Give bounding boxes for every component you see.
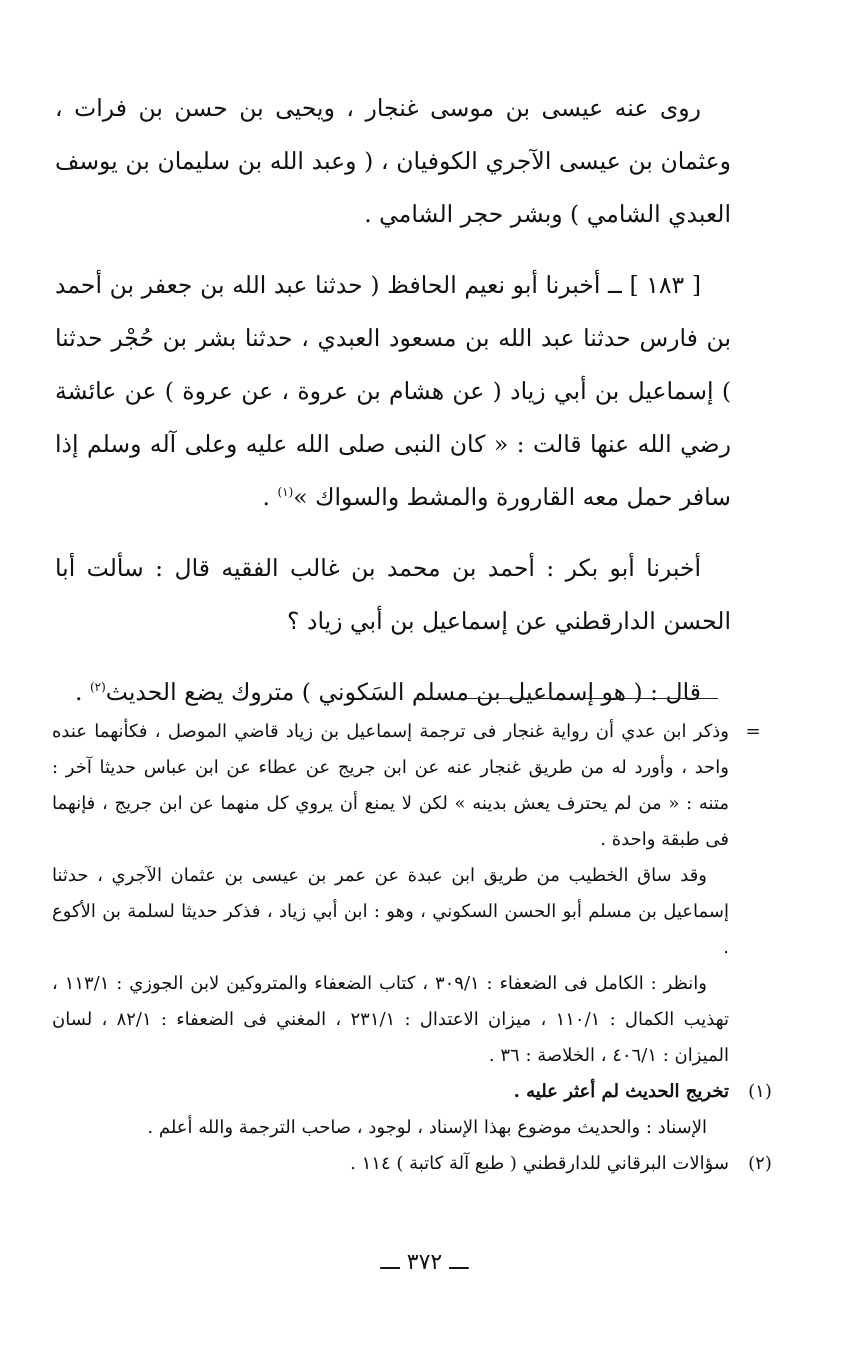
footnote-2 bbox=[52, 1146, 772, 1182]
hadith-text: [ ١٨٣ ] ــ أخبرنا أبو نعيم الحافظ ( حدثنا عبد الله بن جعفر بن أحمد بن فارس حدثنا عبد الله بن مسعود العبدي ، حدثنا بشر بن حُجْر حدثنا ) إسماعيل بن أبي زياد ( عن هشام بن عروة ، عن عروة ) عن عائشة رضي الله عنها قالت : « كان النبى صلى الله عليه وعلى آله وسلم إذا سافر حمل معه القارورة والمشط والسواك » bbox=[55, 271, 731, 511]
footnote-continuation bbox=[52, 714, 761, 1074]
footnote-paragraph: الإسناد : والحديث موضوع بهذا الإسناد ، لوجود ، صاحب الترجمة والله أعلم . bbox=[147, 1117, 707, 1138]
footnote-paragraph: سؤالات البرقاني للدارقطني ( طبع آلة كاتبة ) ١١٤ . bbox=[350, 1153, 729, 1174]
paragraph-text bbox=[55, 259, 731, 524]
paragraph-text: أخبرنا أبو بكر : أحمد بن محمد بن غالب الفقيه قال : سألت أبا الحسن الدارقطني عن إسماعيل بن أبي زياد ؟ bbox=[55, 554, 731, 635]
paragraph-hadith-183 bbox=[55, 259, 731, 524]
paragraph-text bbox=[55, 666, 731, 719]
footnote-number: (٢) bbox=[748, 1153, 772, 1174]
footnote-ref-1[interactable]: (١) bbox=[277, 485, 294, 500]
main-text bbox=[55, 82, 731, 719]
paragraph-answer bbox=[55, 666, 731, 719]
footnote-1 bbox=[52, 1074, 772, 1146]
answer-text: قال : ( هو إسماعيل بن مسلم السَكوني ) متروك يضع الحديث bbox=[105, 678, 701, 706]
footnote-paragraph: وقد ساق الخطيب من طريق ابن عبدة عن عمر بن عيسى بن عثمان الآجري ، حدثنا إسماعيل بن مسلم أبو الحسن السكوني ، وهو : ابن أبي زياد ، فذكر حديثا لسلمة بن الأكوع . bbox=[52, 865, 729, 958]
footnotes bbox=[52, 714, 772, 1182]
footnote-ref-2[interactable]: (٢) bbox=[89, 680, 106, 695]
footnote-heading: تخريج الحديث لم أعثر عليه . bbox=[513, 1081, 729, 1102]
paragraph-narrators bbox=[55, 82, 731, 241]
punctuation: . bbox=[262, 483, 278, 511]
footnote-number: (١) bbox=[748, 1081, 772, 1102]
footnote-paragraph: وانظر : الكامل فى الضعفاء : ٣٠٩/١ ، كتاب الضعفاء والمتروكين لابن الجوزي : ١١٣/١ ، تهذيب الكمال : ١١٠/١ ، ميزان الاعتدال : ٢٣١/١ ، المغني فى الضعفاء : ٨٢/١ ، لسان الميزان : ٤٠٦/١ ، الخلاصة : ٣٦ . bbox=[52, 973, 729, 1066]
paragraph-text: روى عنه عيسى بن موسى غنجار ، ويحيى بن حسن بن فرات ، وعثمان بن عيسى الآجري الكوفيان ، ( وعبد الله بن سليمان بن يوسف العبدي الشامي ) وبشر حجر الشامي . bbox=[55, 94, 731, 228]
punctuation: . bbox=[75, 678, 90, 706]
footnote-divider bbox=[440, 698, 718, 699]
footnote-paragraph: وذكر ابن عدي أن رواية غنجار فى ترجمة إسماعيل بن زياد قاضي الموصل ، فكأنهما عنده واحد ، وأورد له من طريق غنجار عنه عن ابن جريج عن عطاء عن ابن عباس حديثا آخر : متنه : « من لم يحترف يعش بدينه » لكن لا يمنع أن يروي كل منهما عن ابن جريج ، فإنهما فى طبقة واحدة . bbox=[52, 721, 729, 850]
continuation-mark: = bbox=[745, 721, 761, 742]
page-number: ـــ ٣٧٢ ـــ bbox=[380, 1250, 469, 1275]
paragraph-question bbox=[55, 542, 731, 648]
